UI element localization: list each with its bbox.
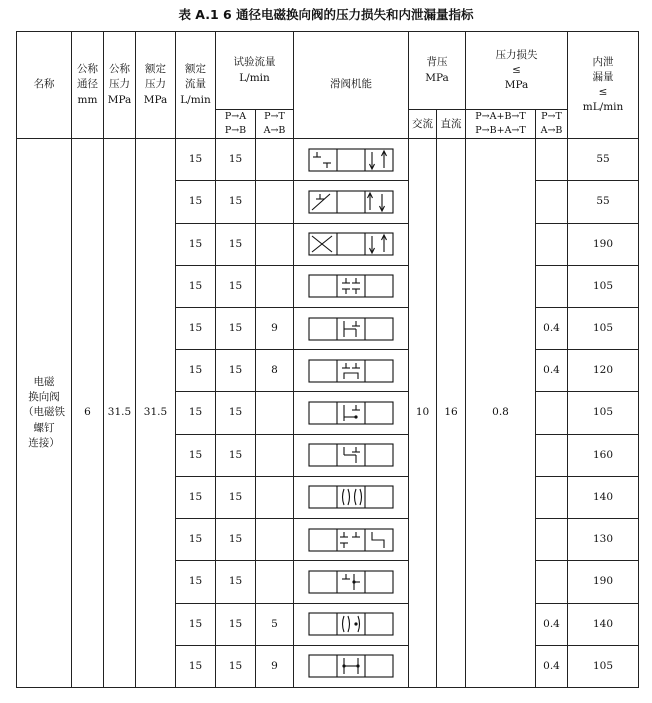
cell-pressure-loss-pt: 0.4	[536, 645, 568, 687]
cell-name-line: 换向阀	[28, 391, 60, 404]
spool-function-symbol	[308, 654, 394, 678]
cell-test-flow-pt	[256, 223, 294, 265]
cell-leakage: 130	[568, 519, 639, 561]
cell-name-line: 螺钉	[33, 421, 55, 434]
header-loss2-line: A→B	[540, 125, 563, 137]
header-ac: 交流	[409, 110, 437, 139]
spool-symbol-cell	[294, 265, 409, 307]
cell-name-line: 电磁	[33, 376, 55, 388]
cell-back-pressure-ac: 10	[409, 139, 437, 688]
cell-test-flow-pt: 9	[256, 307, 294, 349]
cell-rated-flow: 15	[176, 645, 216, 687]
header-test-flow	[216, 32, 294, 110]
cell-pressure-loss-pt	[536, 223, 568, 265]
spool-symbol-cell	[294, 519, 409, 561]
header-row-1	[17, 32, 639, 110]
cell-name	[17, 139, 72, 688]
spool-symbol-cell	[294, 476, 409, 518]
cell-rated-flow: 15	[176, 139, 216, 181]
header-test-flow-pt	[256, 110, 294, 139]
cell-pressure-loss-pt: 0.4	[536, 603, 568, 645]
cell-rated-flow: 15	[176, 350, 216, 392]
cell-leakage: 190	[568, 223, 639, 265]
cell-rated-flow: 15	[176, 392, 216, 434]
header-test-flow-pa	[216, 110, 256, 139]
cell-name-line: （电磁铁	[23, 406, 65, 419]
spool-function-symbol	[308, 359, 394, 383]
cell-rated-pressure: 31.5	[136, 139, 176, 688]
header-nominal-pressure-line: 压力	[109, 78, 130, 91]
header-back-pressure-unit: MPa	[425, 71, 449, 84]
header-pressure-loss	[466, 32, 568, 110]
spool-function-symbol	[308, 528, 394, 552]
cell-pressure-loss-pt	[536, 139, 568, 181]
cell-test-flow-pt	[256, 392, 294, 434]
header-leakage-line: 漏量	[592, 70, 614, 83]
cell-pressure-loss-pt	[536, 434, 568, 476]
cell-pressure-loss-pt	[536, 519, 568, 561]
cell-pressure-loss-pt	[536, 392, 568, 434]
cell-nominal-pressure: 31.5	[104, 139, 136, 688]
table-row	[17, 139, 639, 181]
header-nominal-pressure	[104, 32, 136, 139]
header-back-pressure-label: 背压	[426, 56, 448, 69]
header-pt-line: P→T	[264, 111, 285, 123]
cell-test-flow-pt	[256, 561, 294, 603]
cell-test-flow-pt	[256, 265, 294, 307]
cell-test-flow-pa: 15	[216, 476, 256, 518]
cell-name-line: 连接）	[28, 436, 60, 449]
cell-test-flow-pa: 15	[216, 139, 256, 181]
cell-rated-flow: 15	[176, 307, 216, 349]
cell-test-flow-pa: 15	[216, 519, 256, 561]
header-leakage-line: 内泄	[592, 55, 614, 68]
cell-test-flow-pt	[256, 139, 294, 181]
header-nominal-size-unit: mm	[77, 93, 98, 106]
cell-pressure-loss-pt: 0.4	[536, 350, 568, 392]
spool-symbol-cell	[294, 645, 409, 687]
cell-test-flow-pa: 15	[216, 307, 256, 349]
spool-symbol-cell	[294, 350, 409, 392]
cell-test-flow-pa: 15	[216, 561, 256, 603]
spool-symbol-cell	[294, 392, 409, 434]
header-test-flow-unit: L/min	[239, 71, 270, 84]
header-name: 名称	[17, 32, 72, 139]
cell-leakage: 105	[568, 265, 639, 307]
cell-pressure-loss-pt	[536, 476, 568, 518]
cell-nominal-size: 6	[72, 139, 104, 688]
spool-symbol-cell	[294, 603, 409, 645]
header-nominal-size-line: 公称	[77, 63, 98, 76]
cell-back-pressure-dc: 16	[437, 139, 466, 688]
header-nominal-size-line: 通径	[77, 78, 98, 91]
header-rated-pressure	[136, 32, 176, 139]
valve-spec-table	[16, 31, 639, 688]
cell-rated-flow: 15	[176, 265, 216, 307]
header-leakage	[568, 32, 639, 139]
cell-rated-flow: 15	[176, 181, 216, 223]
header-ab-line: A→B	[263, 125, 286, 137]
header-pressure-loss-1	[466, 110, 536, 139]
spool-symbol-cell	[294, 307, 409, 349]
cell-test-flow-pa: 15	[216, 434, 256, 476]
header-rated-flow-unit: L/min	[180, 93, 211, 106]
spool-function-symbol	[308, 274, 394, 298]
cell-rated-flow: 15	[176, 223, 216, 265]
cell-leakage: 105	[568, 307, 639, 349]
header-pb-line: P→B	[224, 125, 247, 137]
header-rated-flow-line: 额定	[185, 63, 206, 76]
cell-pressure-loss: 0.8	[466, 139, 536, 688]
cell-pressure-loss-pt	[536, 265, 568, 307]
cell-pressure-loss-pt	[536, 181, 568, 223]
cell-leakage: 140	[568, 476, 639, 518]
spool-function-symbol	[308, 485, 394, 509]
header-nominal-pressure-line: 公称	[109, 63, 130, 76]
header-rated-flow	[176, 32, 216, 139]
header-pressure-loss-leq: ≤	[512, 64, 521, 77]
spool-function-symbol	[308, 317, 394, 341]
cell-leakage: 105	[568, 392, 639, 434]
header-rated-pressure-unit: MPa	[143, 93, 168, 106]
spool-symbol-cell	[294, 561, 409, 603]
cell-test-flow-pa: 15	[216, 603, 256, 645]
cell-pressure-loss-pt: 0.4	[536, 307, 568, 349]
cell-test-flow-pt: 8	[256, 350, 294, 392]
cell-leakage: 140	[568, 603, 639, 645]
header-pressure-loss-unit: MPa	[504, 79, 529, 92]
cell-test-flow-pa: 15	[216, 265, 256, 307]
header-rated-pressure-line: 压力	[145, 78, 166, 91]
cell-leakage: 160	[568, 434, 639, 476]
cell-test-flow-pt	[256, 519, 294, 561]
cell-leakage: 105	[568, 645, 639, 687]
header-pressure-loss-label: 压力损失	[495, 48, 538, 61]
cell-test-flow-pt: 5	[256, 603, 294, 645]
cell-rated-flow: 15	[176, 561, 216, 603]
header-spool-function: 滑阀机能	[294, 32, 409, 139]
header-rated-pressure-line: 额定	[145, 63, 166, 76]
cell-test-flow-pt: 9	[256, 645, 294, 687]
cell-test-flow-pa: 15	[216, 181, 256, 223]
cell-test-flow-pt	[256, 476, 294, 518]
spool-function-symbol	[308, 612, 394, 636]
spool-symbol-cell	[294, 181, 409, 223]
table-title: 表 A.1 6 通径电磁换向阀的压力损失和内泄漏量指标	[178, 7, 474, 22]
cell-leakage: 120	[568, 350, 639, 392]
cell-leakage: 55	[568, 139, 639, 181]
header-rated-flow-line: 流量	[185, 78, 206, 91]
cell-test-flow-pa: 15	[216, 645, 256, 687]
header-leakage-unit: mL/min	[582, 101, 624, 114]
cell-rated-flow: 15	[176, 603, 216, 645]
spool-symbol-cell	[294, 223, 409, 265]
header-nominal-size	[72, 32, 104, 139]
header-nominal-pressure-unit: MPa	[107, 93, 132, 106]
cell-test-flow-pa: 15	[216, 392, 256, 434]
cell-rated-flow: 15	[176, 434, 216, 476]
header-test-flow-label: 试验流量	[233, 56, 276, 69]
header-pa-line: P→A	[224, 111, 247, 123]
cell-test-flow-pa: 15	[216, 223, 256, 265]
spool-symbol-cell	[294, 434, 409, 476]
spool-symbol-cell	[294, 139, 409, 181]
spool-function-symbol	[308, 443, 394, 467]
header-pressure-loss-2	[536, 110, 568, 139]
cell-test-flow-pt	[256, 181, 294, 223]
cell-rated-flow: 15	[176, 519, 216, 561]
cell-pressure-loss-pt	[536, 561, 568, 603]
cell-test-flow-pt	[256, 434, 294, 476]
spool-function-symbol	[308, 232, 394, 256]
header-dc: 直流	[437, 110, 466, 139]
spool-function-symbol	[308, 190, 394, 214]
spool-function-symbol	[308, 570, 394, 594]
cell-leakage: 55	[568, 181, 639, 223]
header-loss-line: P→B+A→T	[475, 125, 526, 137]
cell-test-flow-pa: 15	[216, 350, 256, 392]
cell-rated-flow: 15	[176, 476, 216, 518]
header-back-pressure	[409, 32, 466, 110]
header-leakage-leq: ≤	[598, 86, 608, 99]
cell-leakage: 190	[568, 561, 639, 603]
spool-function-symbol	[308, 401, 394, 425]
header-loss2-line: P→T	[541, 111, 562, 123]
spool-function-symbol	[308, 148, 394, 172]
header-loss-line: P→A+B→T	[475, 111, 526, 123]
